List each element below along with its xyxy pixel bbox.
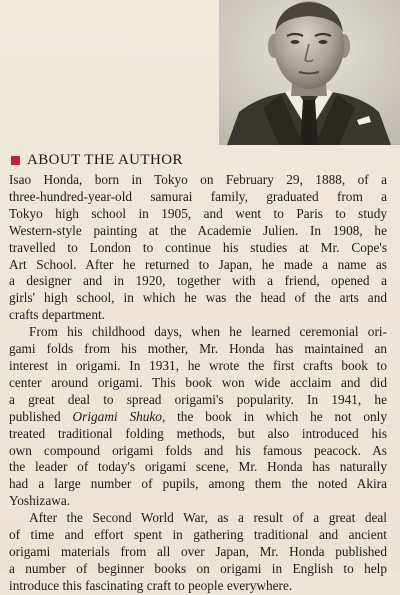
text-line: Western-style painting at the Academie Julien. In 1908, he [9,222,387,238]
text-line: center around origami. This book won wide acclaim and did [9,374,387,390]
text-line: Yoshizawa. [9,493,71,509]
red-square-icon [11,156,20,165]
paragraph-3 [9,510,387,595]
text-line: Tokyo high school in 1905, and went to Paris to study [9,205,387,221]
text-line: the leader of today's origami scene, Mr. Honda has naturally [9,459,387,475]
text-line: girls' high school, in which he was the head of the arts and [9,290,387,306]
text-line: a designer and in 1920, together with a friend, opened a [9,273,387,289]
text-line: Art School. After he returned to Japan, he made a name as [9,256,387,272]
author-portrait-photo [219,0,400,145]
text-line: origami materials from all over Japan, Mr. Honda published [9,543,387,559]
text-line: crafts department. [9,307,105,323]
portrait-photo-icon [219,0,400,145]
text-line: From his childhood days, when he learned ceremonial ori- [29,324,387,340]
text-line: a great deal to spread origami's popularity. In 1941, he [9,391,387,407]
book-title: Origami Shuko [72,408,162,424]
text-line: interest in origami. In 1931, he wrote the first crafts book to [9,357,387,373]
text-line: travelled to London to continue his studies at Mr. Cope's [9,239,387,255]
section-heading [11,151,183,169]
paragraph-1 [9,172,387,324]
text-line: published Origami Shuko, the book in which he not only [9,408,387,424]
text-line: had a large number of pupils, among them the noted Akira [9,476,387,492]
text-line: treated traditional folding methods, but also introduced his [9,425,387,441]
text-line: gami folds from his mother, Mr. Honda has maintained an [9,341,387,357]
text-line: introduce this fascinating craft to people everywhere. [9,577,293,593]
text-line: Isao Honda, born in Tokyo on February 29, 1888, of a [9,172,387,187]
text-line: own compound origami folds and his famous peacock. As [9,442,387,458]
text-line: After the Second World War, as a result of a great deal [29,510,387,526]
section-title: ABOUT THE AUTHOR [27,151,183,168]
author-biography [9,172,387,595]
text-line: a number of beginner books on origami in English to help [9,560,387,576]
text-line: of time and effort spent in gathering traditional and ancient [9,527,387,543]
text-line: three-hundred-year-old samurai family, graduated from a [9,188,387,204]
paragraph-2 [9,324,387,510]
